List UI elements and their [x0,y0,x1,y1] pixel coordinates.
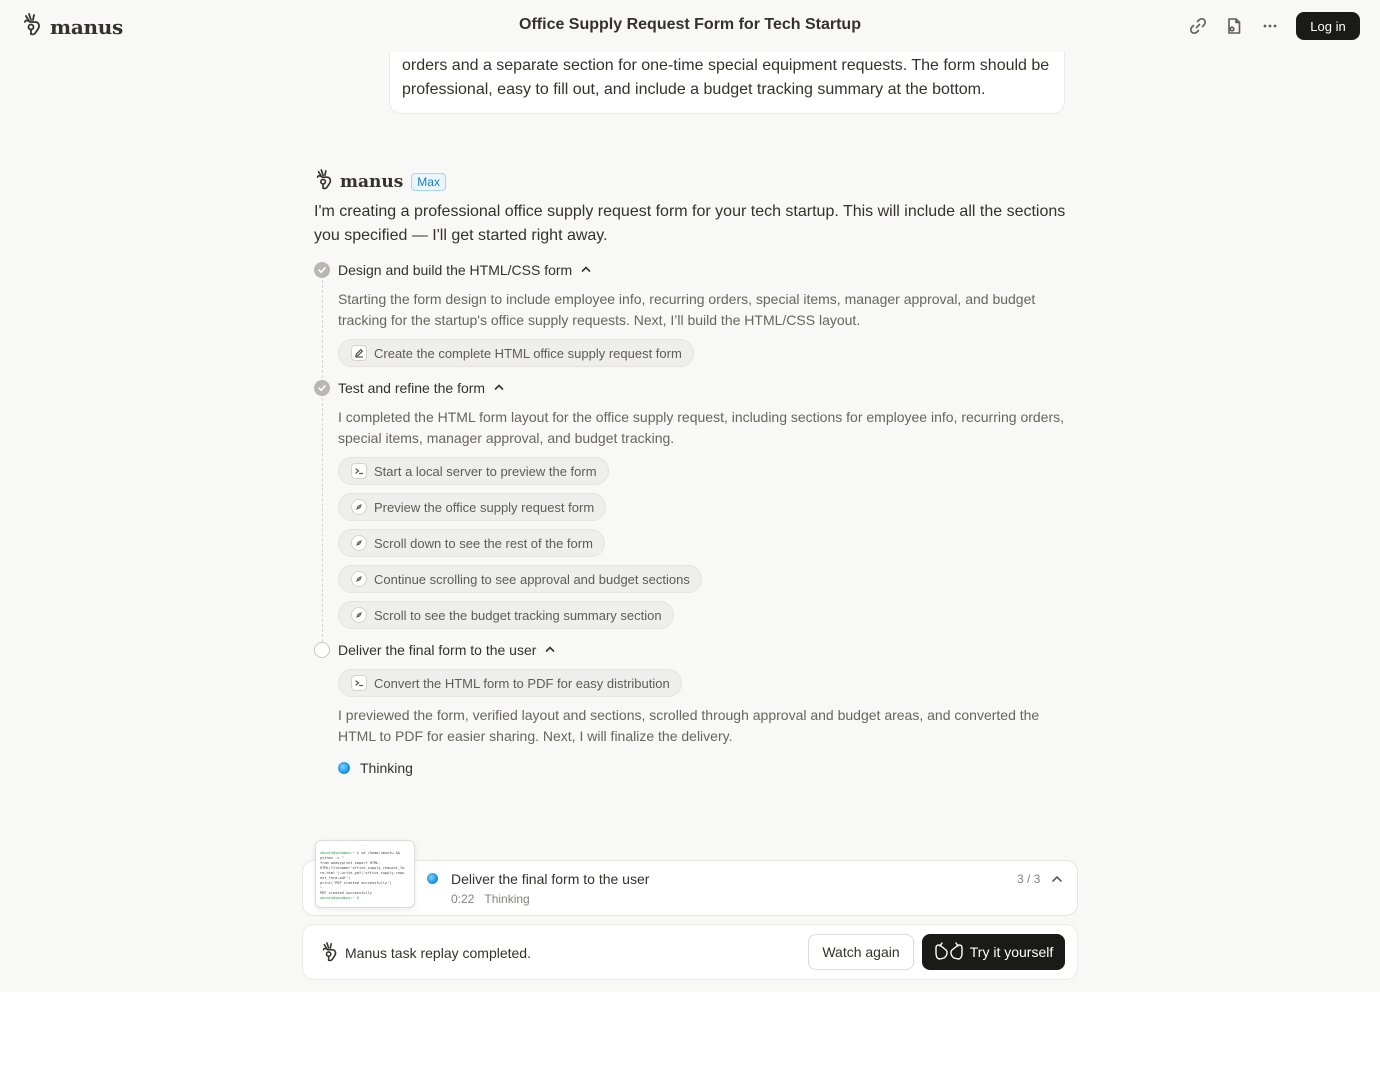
action-label: Start a local server to preview the form [374,463,597,479]
replay-message: Manus task replay completed. [345,945,531,961]
thinking-indicator [338,760,413,776]
action-label: Scroll to see the budget tracking summary section [374,607,662,623]
chevron-up-icon[interactable] [1049,871,1065,887]
step-header[interactable] [314,642,556,658]
file-icon[interactable] [1222,14,1246,38]
step-counter: 3 / 3 [1017,872,1041,886]
step-title: Design and build the HTML/CSS form [338,262,573,278]
action-chip[interactable] [338,339,694,367]
chevron-up-icon[interactable] [544,642,556,658]
plan-badge: Max [411,173,446,191]
try-it-yourself-button[interactable] [922,934,1065,970]
terminal-icon [351,463,367,479]
thinking-label: Thinking [360,760,413,776]
chevron-up-icon[interactable] [493,380,505,396]
pending-circle-icon [314,642,330,658]
check-icon [314,380,330,396]
link-icon[interactable] [1186,14,1210,38]
progress-status-label: Thinking [484,892,530,906]
elapsed-time: 0:22 [451,892,475,906]
step-title: Deliver the final form to the user [338,642,537,658]
manus-hand-icon [320,941,339,965]
action-label: Scroll down to see the rest of the form [374,535,593,551]
assistant-header [314,168,446,195]
step-description: I previewed the form, verified layout and sections, scrolled through approval and budget areas, and converted the HTML to PDF for easier sharing. Next, I will finalize the delivery. [338,707,1040,744]
try-it-label: Try it yourself [969,944,1054,960]
check-icon [314,262,330,278]
progress-title: Deliver the final form to the user [451,871,650,887]
chevron-up-icon[interactable] [580,262,592,278]
edit-icon [351,345,367,361]
step-title: Test and refine the form [338,380,486,396]
step-header[interactable] [314,380,505,396]
terminal-preview-thumbnail[interactable]: ··· ubuntu@sandbox:~ $ cd /home/ubuntu && python -c " from weasyprint import HTML, HTML(filename='office_supply_request_fo rm.html').write_pdf('office_supply_requ est_form.pdf') print('PDF created successfully') " PDF created successfully ubuntu@sandbox:~ $ [315,840,415,908]
compass-icon [351,535,367,551]
user-message-text: orders and a separate section for one-time special equipment requests. The form should be professional, easy to fill out, and include a budget tracking summary at the bottom. [402,57,1050,98]
step-description: Starting the form design to include employee info, recurring orders, special items, manager approval, and budget tracking for the startup's office supply requests. Next, I’ll build the HTML/CSS layout. [338,291,1036,328]
compass-icon [351,571,367,587]
header [0,0,1380,52]
timeline-connector [322,398,323,642]
action-chip[interactable] [338,601,674,629]
manus-hand-icon [314,168,334,195]
hands-icon [934,940,964,965]
thinking-dot-icon [338,762,350,774]
thinking-dot-icon [427,873,438,884]
action-label: Preview the office supply request form [374,499,595,515]
action-label: Create the complete HTML office supply request form [374,345,682,361]
replay-status [320,941,531,965]
compass-icon [351,499,367,515]
more-icon[interactable] [1258,14,1282,38]
action-chip[interactable] [338,457,609,485]
action-chip[interactable] [338,669,682,697]
brand-name: manus [50,14,123,39]
task-progress-panel[interactable] [302,860,1078,916]
action-chip[interactable] [338,493,606,521]
step-description: I completed the HTML form layout for the office supply request, including sections for employee info, recurring orders, special items, manager approval, and budget tracking. [338,409,1065,446]
terminal-icon [351,675,367,691]
action-chip[interactable] [338,565,702,593]
assistant-name: manus [340,171,404,192]
action-label: Convert the HTML form to PDF for easy distribution [374,675,670,691]
login-button[interactable]: Log in [1296,12,1360,40]
page-title: Office Supply Request Form for Tech Startup [519,16,861,33]
timeline-connector [322,280,323,378]
action-chip[interactable] [338,529,605,557]
action-label: Continue scrolling to see approval and budget sections [374,571,690,587]
compass-icon [351,607,367,623]
assistant-intro: I'm creating a professional office supply request form for your tech startup. This will include all the sections you specified — I'll get started right away. [314,203,1066,244]
progress-status [451,892,530,906]
step-header[interactable] [314,262,592,278]
watch-again-button[interactable]: Watch again [808,934,914,970]
